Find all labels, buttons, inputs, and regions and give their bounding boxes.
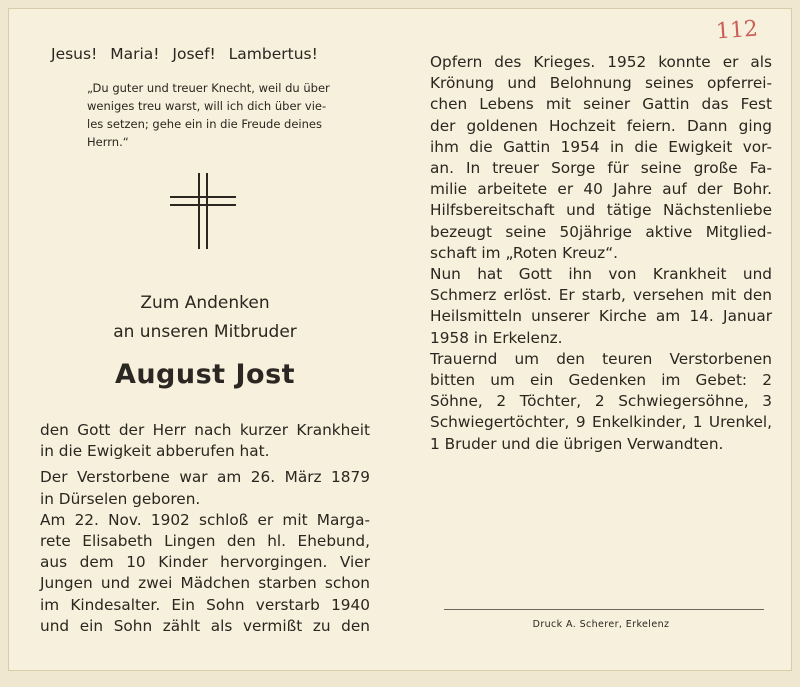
body-line: bitten um ein Gedenken im Gebet: 2	[430, 371, 772, 390]
right-body-text	[430, 52, 772, 455]
body-line: Schwiegertöchter, 9 Enkelkinder, 1 Urenkel,	[430, 413, 772, 432]
quote-line: Herrn.“	[87, 135, 129, 149]
body-line: im Kindesalter. Ein Sohn verstarb 1940	[40, 595, 370, 614]
body-line: Trauernd um den teuren Verstorbenen	[430, 349, 772, 368]
prayer-card	[8, 8, 792, 671]
memorial-line-2: an unseren Mitbruder	[113, 322, 297, 342]
quote-line: les setzen; gehe ein in die Freude deines	[87, 117, 322, 131]
body-line: und ein Sohn zählt als vermißt zu den	[40, 616, 370, 635]
body-line: der goldenen Hochzeit feiern. Dann ging	[430, 116, 772, 135]
body-line: in Dürselen geboren.	[40, 489, 201, 508]
body-line: in die Ewigkeit abberufen hat.	[40, 442, 270, 461]
quote-line: „Du guter und treuer Knecht, weil du über	[87, 81, 330, 95]
deceased-name: August Jost	[114, 359, 296, 390]
cross-icon	[168, 171, 238, 251]
body-line: 1 Bruder und die übrigen Verwandten.	[430, 434, 724, 453]
body-line: milie arbeitete er 40 Jahre auf der Bohr.	[430, 180, 772, 199]
divider-line	[444, 609, 764, 610]
body-line: aus dem 10 Kinder hervorgingen. Vier	[40, 553, 370, 572]
archive-number: 112	[715, 16, 759, 45]
body-line: Krönung und Belohnung seines opferrei-	[430, 74, 772, 93]
memorial-line-1: Zum Andenken	[140, 293, 270, 313]
body-line: 1958 in Erkelenz.	[430, 328, 563, 347]
body-line: Der Verstorbene war am 26. März 1879	[40, 468, 370, 487]
body-line: an. In treuer Sorge für seine große Fa-	[430, 159, 772, 178]
body-line: Heilsmitteln unserer Kirche am 14. Januar	[430, 307, 772, 326]
body-line: Nun hat Gott ihn von Krankheit und	[430, 265, 772, 284]
body-line: chen Lebens mit seiner Gattin das Fest	[430, 95, 772, 114]
body-line: bezeugt seine 50jährige aktive Mitglied-	[430, 222, 772, 241]
body-line: den Gott der Herr nach kurzer Krankheit	[40, 421, 370, 439]
quote-line: weniges treu warst, will ich dich über vie-	[87, 99, 327, 113]
left-body-text	[40, 420, 370, 637]
body-line: ihm die Gattin 1954 in die Ewigkeit vor-	[430, 137, 772, 156]
body-line: schaft im „Roten Kreuz“.	[430, 243, 618, 262]
printer-credit: Druck A. Scherer, Erkelenz	[532, 619, 670, 630]
bible-quote	[87, 79, 371, 151]
body-line: Hilfsbereitschaft und tätige Nächstenliebe	[430, 201, 772, 220]
body-line: Am 22. Nov. 1902 schloß er mit Marga-	[40, 510, 370, 529]
body-line: Jungen und zwei Mädchen starben schon	[40, 574, 370, 593]
saints-invocation: Jesus! Maria! Josef! Lambertus!	[51, 45, 318, 63]
body-line: Opfern des Krieges. 1952 konnte er als	[430, 53, 772, 71]
body-line: Söhne, 2 Töchter, 2 Schwiegersöhne, 3	[430, 392, 772, 411]
body-line: rete Elisabeth Lingen den hl. Ehebund,	[40, 532, 370, 551]
body-line: Schmerz erlöst. Er starb, versehen mit den	[430, 286, 772, 305]
